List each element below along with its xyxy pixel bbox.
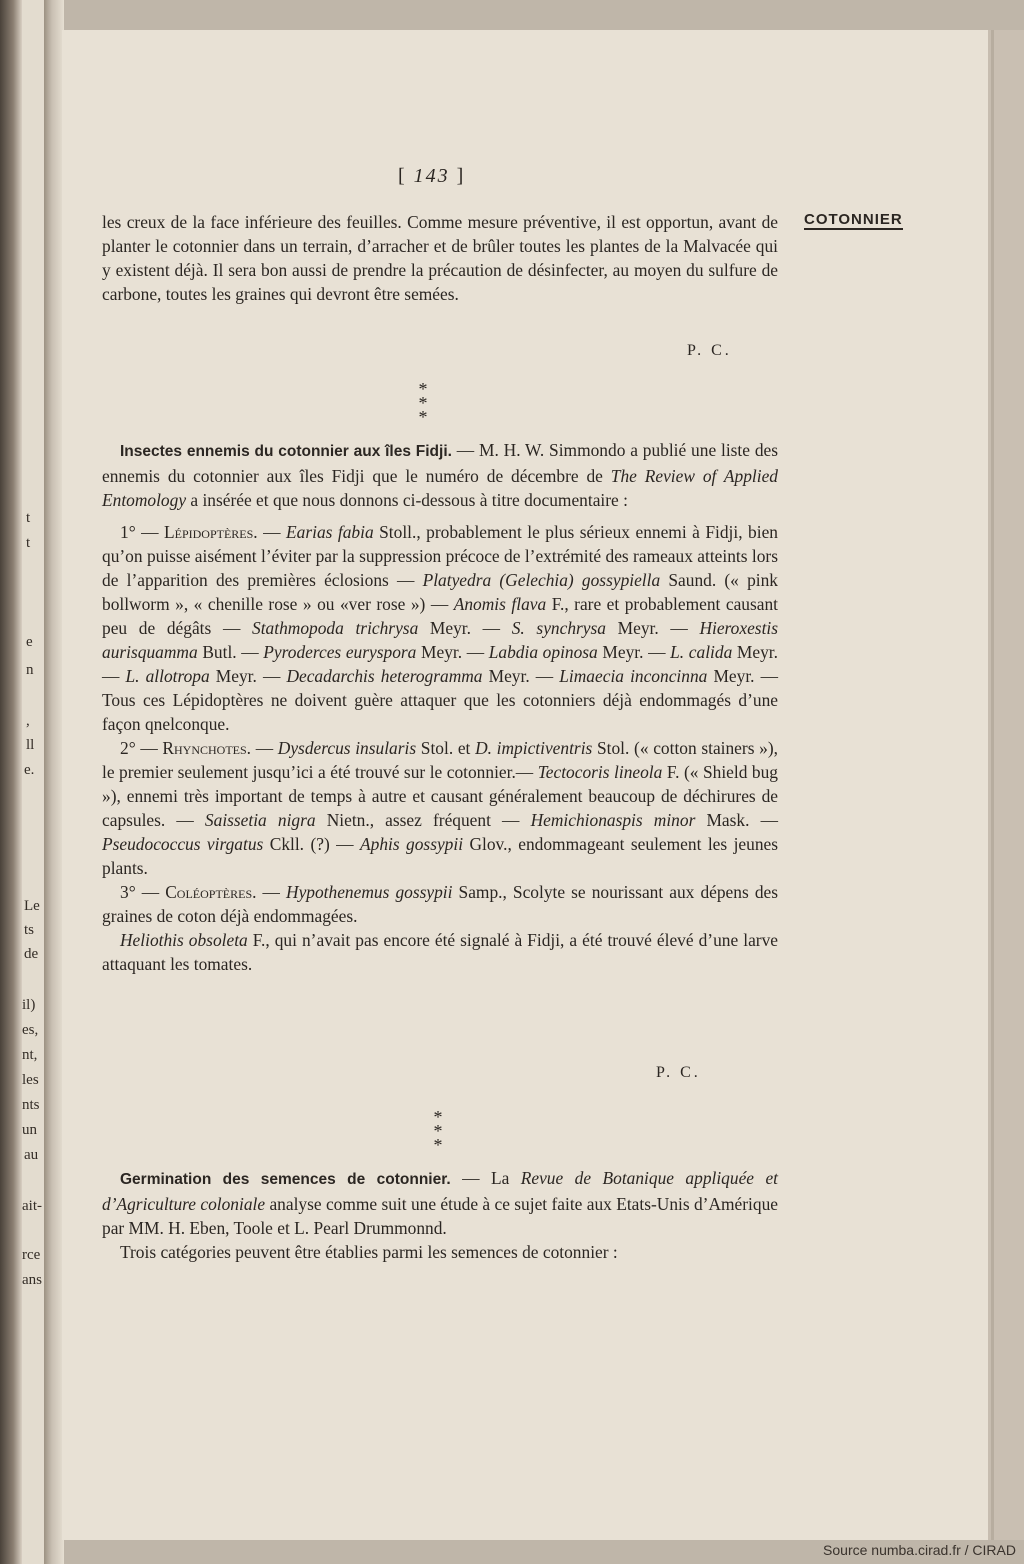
section2-intro-end: a insérée et que nous donnons ci-dessous à titre documentaire :	[186, 490, 628, 510]
rhynchotes-paragraph	[102, 736, 778, 880]
prev-page-fragment: es,	[22, 1022, 39, 1038]
item-number: 3° —	[120, 882, 166, 902]
section3-paragraph: Trois catégories peuvent être établies parmi les semences de cotonnier :	[120, 1242, 618, 1262]
species: Hemichionaspis minor	[530, 810, 696, 830]
prev-page-fragment: au	[24, 1147, 39, 1163]
section3-heading: Germination des semences de cotonnier.	[120, 1171, 451, 1188]
species: S. synchrysa	[511, 618, 606, 638]
species: Anomis flava	[453, 594, 547, 614]
prev-page-fragment: t	[26, 535, 31, 551]
book-spine	[44, 0, 64, 1564]
prev-page-fragment: rce	[22, 1247, 41, 1263]
source-credit: Source numba.cirad.fr / CIRAD	[823, 1542, 1016, 1558]
prev-page-fragment: nts	[22, 1097, 40, 1113]
species: D. impictiventris	[475, 738, 593, 758]
text: Saund. (« pink bollworm », « chenille rose » ou «ver rose ») —	[102, 570, 778, 614]
species: Stathmopoda trichrysa	[252, 618, 419, 638]
section1-paragraph	[102, 210, 778, 306]
prev-page-fragment: il)	[22, 997, 36, 1013]
section3-article	[102, 1166, 778, 1264]
prev-page-fragment: e	[26, 634, 33, 650]
prev-page-fragment: ll	[26, 737, 35, 753]
separator-stars: * * *	[418, 379, 442, 427]
species: L. calida	[670, 642, 733, 662]
section2-heading: Insectes ennemis du cotonnier aux îles Fidji.	[120, 443, 452, 460]
category-label: Coléoptères.	[165, 882, 257, 902]
prev-page-fragment: Le	[24, 898, 40, 914]
book-gutter	[0, 0, 22, 1564]
page-right-edge	[988, 30, 1024, 1540]
prev-page-fragment: e.	[24, 762, 35, 778]
prev-page-fragment: ,	[26, 713, 30, 729]
text: Meyr. —	[416, 642, 489, 662]
species: Hypothenemus gossypii	[286, 882, 453, 902]
page-number	[398, 165, 465, 188]
text: F., rare et probablement causant peu de dégâts —	[102, 594, 778, 638]
text: Meyr. —	[605, 618, 700, 638]
text: —	[251, 738, 278, 758]
journal-title: Revue de Botanique appliquée et d’Agriculture coloniale	[102, 1168, 778, 1214]
prev-page-fragment: n	[26, 662, 34, 678]
species: Decadarchis heterogramma	[286, 666, 483, 686]
text: Meyr. —	[102, 642, 778, 686]
species: Pseudococcus virgatus	[102, 834, 264, 854]
prev-page-fragment: t	[26, 510, 31, 526]
text: Meyr. — Tous ces Lépidoptères ne doivent guère attaquer que les cotonniers déjà endommagés d’une façon qnelconque.	[102, 666, 778, 734]
text: Stol. (« cotton stainers »), le premier seulement jusqu’ici a été trouvé sur le cotonnier.—	[102, 738, 778, 782]
species: Limaecia inconcinna	[559, 666, 708, 686]
prev-page-fragment: les	[22, 1072, 39, 1088]
prev-page-fragment: ans	[22, 1272, 42, 1288]
species: Dysdercus insularis	[277, 738, 417, 758]
lepidopteres-paragraph	[102, 520, 778, 736]
text: Stol. et	[416, 738, 476, 758]
text: F. (« Shield bug »), ennemi très important de temps à autre et causant généralement beaucoup de déchirures de capsules. —	[102, 762, 778, 830]
section1-text: les creux de la face inférieure des feuilles. Comme mesure préventive, il est opportun, avant de planter le cotonnier dans un terrain, d’arracher et de brûler toutes les plantes de la Malvacée qui y existent déjà. Il sera bon aussi de prendre la précaution de désinfecter, au moyen du sulfure de carbone, toutes les graines qui devront être semées.	[102, 212, 778, 304]
text: Nietn., assez fréquent —	[315, 810, 531, 830]
item-number: 2° —	[120, 738, 163, 758]
text: Samp., Scolyte se nourissant aux dépens des graines de coton déjà endommagées.	[102, 882, 778, 926]
species: Heliothis obsoleta	[120, 930, 248, 950]
prev-page-fragment: ait-	[22, 1198, 42, 1214]
margin-section-label: COTONNIER	[804, 211, 903, 228]
text: Butl. —	[197, 642, 264, 662]
heliothis-paragraph	[102, 928, 778, 976]
item-number: 1° —	[120, 522, 165, 542]
text: Meyr. —	[418, 618, 512, 638]
text: —	[256, 882, 287, 902]
section2-intro: — M. H. W. Simmondo a publié une liste des ennemis du cotonnier aux îles Fidji que le numéro de décembre de	[102, 440, 778, 486]
text: F., qui n’avait pas encore été signalé à Fidji, a été trouvé élevé d’une larve attaquant les tomates.	[102, 930, 778, 974]
section2-article	[102, 438, 778, 976]
species: Earias fabia	[286, 522, 374, 542]
text: Glov., endommageant seulement les jeunes plants.	[102, 834, 779, 878]
prev-page-fragment: ts	[24, 922, 35, 938]
species: Aphis gossypii	[360, 834, 464, 854]
text: analyse comme suit une étude à ce sujet faite aux Etats-Unis d’Amérique par MM. H. Eben, Toole et L. Pearl Drummonnd.	[102, 1194, 778, 1238]
text: Stoll., probablement le plus sérieux ennemi à Fidji, bien qu’on puisse aisément l’éviter par la suppression précoce de l’extrémité des rameaux atteints lors de l’apparition des premières éclosions —	[102, 522, 778, 590]
category-label: Lépidoptères.	[164, 522, 258, 542]
section1-signature: P. C.	[687, 342, 732, 359]
species: Tectocoris lineola	[537, 762, 663, 782]
species: Platyedra (Gelechia) gossypiella	[422, 570, 661, 590]
journal-title: The Review of Applied Entomology	[102, 466, 778, 510]
text: — La	[450, 1168, 521, 1188]
separator-stars: * * *	[433, 1107, 457, 1155]
category-label: Rhynchotes.	[162, 738, 252, 758]
text: Meyr. —	[209, 666, 287, 686]
section2-signature: P. C.	[656, 1064, 701, 1081]
text: Meyr. —	[597, 642, 671, 662]
coleopteres-paragraph	[102, 880, 778, 928]
prev-page-fragment: de	[24, 946, 39, 962]
page-number-close-bracket: ]	[456, 165, 466, 187]
species: Labdia opinosa	[488, 642, 598, 662]
text: Ckll. (?) —	[263, 834, 360, 854]
page-number-open-bracket: [	[398, 165, 407, 187]
text: Mask. —	[695, 810, 778, 830]
species: Saissetia nigra	[204, 810, 316, 830]
page-number-value: 143	[413, 165, 450, 187]
species: L. allotropa	[125, 666, 210, 686]
text: —	[257, 522, 287, 542]
prev-page-fragment: nt,	[22, 1047, 38, 1063]
text: Meyr. —	[482, 666, 560, 686]
species: Pyroderces euryspora	[263, 642, 417, 662]
species: Hieroxestis aurisquamma	[102, 618, 779, 662]
prev-page-fragment: un	[22, 1122, 37, 1138]
